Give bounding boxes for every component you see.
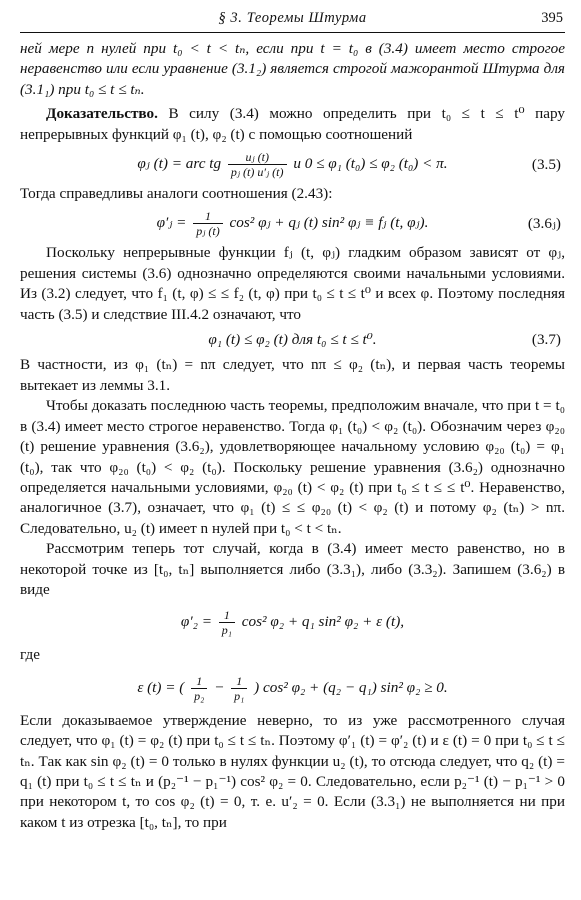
eq-phi2-numerator: 1 bbox=[219, 608, 235, 623]
eq36-fraction bbox=[193, 209, 223, 238]
paragraph-contradiction: Если доказываемое утверждение неверно, то из уже рассмотренного случая следует, что φ₁ (t) = φ₂ (t) при t₀ ≤ t ≤ tₙ. Поэтому φ′₁ (t) = φ′₂ (t) и ε (t) = 0 при t₀ ≤ t ≤ tₙ. Так как sin φ₂ (t) = 0 только в нулях функции u₂ (t), то отсюда следует, что q₂ (t) = q₁ (t) при t₀ ≤ t ≤ tₙ и (p₂⁻¹ − p₁⁻¹) cos² φ₂ = 0. Следовательно, если p₂⁻¹ (t) − p₁⁻¹ > 0 при некотором t, то cos φ₂ (t) = 0, т. е. u′₂ = 0. Если (3.3₁) не выполняется ни при каком t из отрезка [t₀, tₙ], то при bbox=[20, 711, 565, 831]
proof-text: В силу (3.4) можно определить при t₀ ≤ t ≤ t⁰ пару непрерывных функций φ₁ (t), φ₂ (t) с помощью соотношений bbox=[20, 105, 565, 143]
eq35-fraction bbox=[228, 150, 287, 179]
eq-eps-numerator-1: 1 bbox=[191, 674, 207, 689]
eq35-tag: (3.5) bbox=[531, 155, 561, 173]
paragraph-particular: В частности, из φ₁ (tₙ) = nπ следует, что nπ ≤ φ₂ (tₙ), и первая часть теоремы вытекает из леммы 3.1. bbox=[20, 356, 565, 394]
eq-eps-denominator-2: p₁ bbox=[234, 688, 245, 703]
eq-phi2-fraction bbox=[219, 608, 235, 637]
eq-eps-rhs: ) cos² φ₂ + (q₂ − q₁) sin² φ₂ ≥ 0. bbox=[254, 678, 448, 696]
where-word: где bbox=[20, 646, 40, 664]
proof-label: Доказательство. bbox=[46, 105, 158, 123]
proof-paragraph bbox=[20, 104, 565, 145]
paragraph-analogues: Тогда справедливы аналоги соотношения (2.43): bbox=[20, 185, 333, 203]
eq-phi2-denominator: p₁ bbox=[221, 623, 232, 638]
equation-3-7 bbox=[20, 325, 565, 355]
header-rule bbox=[20, 32, 565, 33]
eq-eps-numerator-2: 1 bbox=[231, 674, 247, 689]
page-number: 395 bbox=[541, 10, 563, 26]
eq36-rhs: cos² φⱼ + qⱼ (t) sin² φⱼ ≡ fⱼ (t, φⱼ). bbox=[229, 214, 429, 232]
eq35-numerator: uⱼ (t) bbox=[228, 150, 287, 165]
eq-phi2-rhs: cos² φ₂ + q₁ sin² φ₂ + ε (t), bbox=[241, 613, 405, 631]
equation-3-5 bbox=[20, 145, 565, 184]
equation-phi2 bbox=[20, 600, 565, 645]
eq-eps-denominator-1: p₂ bbox=[194, 688, 205, 703]
equation-3-6 bbox=[20, 204, 565, 243]
eq35-rhs: и 0 ≤ φ₁ (t₀) ≤ φ₂ (t₀) < π. bbox=[293, 155, 448, 173]
eq36-numerator: 1 bbox=[193, 209, 223, 224]
eq-eps-minus: − bbox=[214, 678, 225, 696]
eq-eps-fraction-2 bbox=[231, 674, 247, 703]
equation-epsilon bbox=[20, 666, 565, 711]
eq-eps-lhs: ε (t) = ( bbox=[137, 678, 185, 696]
running-title: § 3. Теоремы Штурма bbox=[218, 10, 367, 26]
eq37-tag: (3.7) bbox=[531, 331, 561, 349]
eq37-text: φ₁ (t) ≤ φ₂ (t) для t₀ ≤ t ≤ t⁰. bbox=[208, 331, 377, 349]
paragraph-equality-case: Рассмотрим теперь тот случай, когда в (3.4) имеет место равенство, но в некоторой точке из [t₀, tₙ] выполняется либо (3.3₁), либо (3.3₂). Запишем (3.6₂) в виде bbox=[20, 540, 565, 598]
paragraph-continuity: Поскольку непрерывные функции fⱼ (t, φⱼ) гладким образом зависят от φⱼ, решения системы (3.6) однозначно определяются своими начальными условиями. Из (3.2) следует, что f₁ (t, φ) ≤ ≤ f₂ (t, φ) при t₀ ≤ t ≤ t⁰ и всех φ. Поэтому последняя часть (3.5) и следствие III.4.2 означают, что bbox=[20, 244, 565, 323]
eq36-lhs: φ′ⱼ = bbox=[156, 214, 187, 232]
eq-phi2-lhs: φ′₂ = bbox=[180, 613, 212, 631]
theorem-continuation: ней мере n нулей при t₀ < t < tₙ, если при t = t₀ в (3.4) имеет место строгое неравенство или если уравнение (3.1₂) является строгой мажорантой Штурма для (3.1₁) при t₀ ≤ t ≤ tₙ. bbox=[20, 40, 565, 98]
paragraph-last-part: Чтобы доказать последнюю часть теоремы, предположим вначале, что при t = t₀ в (3.4) имеет место строгое неравенство. Тогда φ₁ (t₀) < φ₂ (t₀). Обозначим через φ₂₀ (t) решение уравнения (3.6₂), удовлетворяющее начальному условию φ₂₀ (t₀) = φ₁ (t₀), так что φ₂₀ (t₀) < φ₂ (t₀). Поскольку решение уравнения (3.6₂) однозначно определяется начальными условиями, φ₂₀ (t) < φ₂ (t) при t₀ ≤ t ≤ ≤ t⁰. Неравенство, аналогичное (3.7), означает, что φ₁ (t) ≤ ≤ φ₂₀ (t) < φ₂ (t) и потому φ₂ (tₙ) > nπ. Следовательно, u₂ (t) имеет n нулей при t₀ < t < tₙ. bbox=[20, 397, 565, 537]
eq36-tag: (3.6ⱼ) bbox=[527, 214, 561, 232]
eq-eps-fraction-1 bbox=[191, 674, 207, 703]
eq36-denominator: pⱼ (t) bbox=[196, 224, 220, 239]
running-header bbox=[20, 8, 565, 32]
eq35-lhs: φⱼ (t) = arc tg bbox=[137, 155, 222, 173]
eq35-denominator: pⱼ (t) u′ⱼ (t) bbox=[230, 165, 284, 180]
